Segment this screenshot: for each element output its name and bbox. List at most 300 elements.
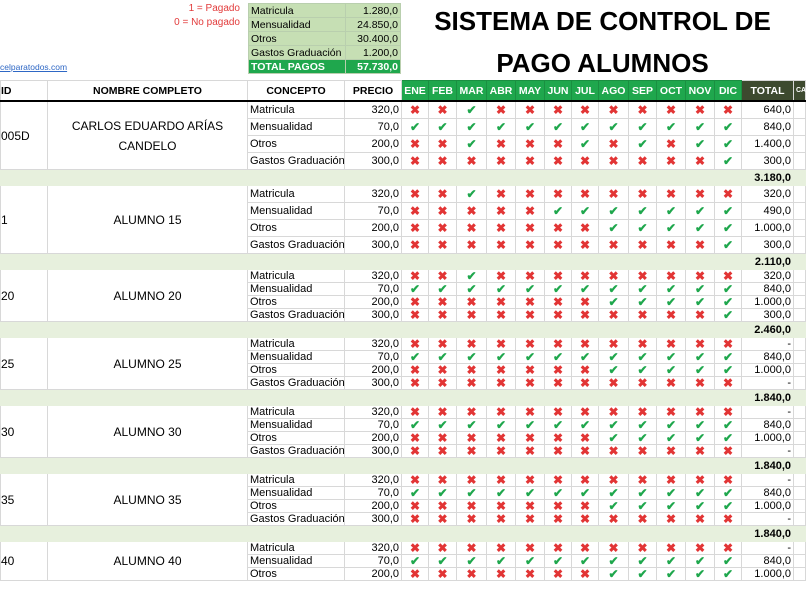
unpaid-x-icon[interactable]: ✖ bbox=[516, 309, 545, 322]
extra-cell[interactable] bbox=[794, 136, 806, 153]
paid-check-icon[interactable]: ✔ bbox=[599, 419, 629, 432]
paid-check-icon[interactable]: ✔ bbox=[629, 351, 657, 364]
unpaid-x-icon[interactable]: ✖ bbox=[715, 406, 742, 419]
price-cell[interactable]: 70,0 bbox=[345, 487, 402, 500]
unpaid-x-icon[interactable]: ✖ bbox=[545, 186, 572, 203]
unpaid-x-icon[interactable]: ✖ bbox=[545, 153, 572, 170]
unpaid-x-icon[interactable]: ✖ bbox=[516, 364, 545, 377]
paid-check-icon[interactable]: ✔ bbox=[516, 555, 545, 568]
unpaid-x-icon[interactable]: ✖ bbox=[572, 513, 599, 526]
unpaid-x-icon[interactable]: ✖ bbox=[545, 432, 572, 445]
unpaid-x-icon[interactable]: ✖ bbox=[429, 203, 457, 220]
unpaid-x-icon[interactable]: ✖ bbox=[629, 513, 657, 526]
paid-check-icon[interactable]: ✔ bbox=[429, 487, 457, 500]
price-cell[interactable]: 320,0 bbox=[345, 406, 402, 419]
paid-check-icon[interactable]: ✔ bbox=[572, 136, 599, 153]
unpaid-x-icon[interactable]: ✖ bbox=[545, 220, 572, 237]
unpaid-x-icon[interactable]: ✖ bbox=[457, 220, 487, 237]
unpaid-x-icon[interactable]: ✖ bbox=[572, 500, 599, 513]
header-price[interactable]: PRECIO bbox=[345, 81, 402, 102]
unpaid-x-icon[interactable]: ✖ bbox=[657, 270, 686, 283]
unpaid-x-icon[interactable]: ✖ bbox=[402, 101, 429, 119]
extra-cell[interactable] bbox=[794, 237, 806, 254]
unpaid-x-icon[interactable]: ✖ bbox=[545, 364, 572, 377]
unpaid-x-icon[interactable]: ✖ bbox=[457, 445, 487, 458]
concept-cell[interactable]: Otros bbox=[248, 136, 345, 153]
unpaid-x-icon[interactable]: ✖ bbox=[686, 153, 715, 170]
extra-cell[interactable] bbox=[794, 203, 806, 220]
unpaid-x-icon[interactable]: ✖ bbox=[402, 542, 429, 555]
unpaid-x-icon[interactable]: ✖ bbox=[599, 406, 629, 419]
row-total[interactable]: 1.000,0 bbox=[742, 296, 794, 309]
paid-check-icon[interactable]: ✔ bbox=[599, 500, 629, 513]
concept-cell[interactable]: Matricula bbox=[248, 406, 345, 419]
paid-check-icon[interactable]: ✔ bbox=[599, 283, 629, 296]
row-total[interactable]: - bbox=[742, 377, 794, 390]
unpaid-x-icon[interactable]: ✖ bbox=[487, 101, 516, 119]
student-subtotal[interactable]: 2.110,0 bbox=[742, 254, 794, 270]
paid-check-icon[interactable]: ✔ bbox=[715, 309, 742, 322]
price-cell[interactable]: 70,0 bbox=[345, 351, 402, 364]
paid-check-icon[interactable]: ✔ bbox=[516, 283, 545, 296]
unpaid-x-icon[interactable]: ✖ bbox=[572, 296, 599, 309]
paid-check-icon[interactable]: ✔ bbox=[657, 364, 686, 377]
unpaid-x-icon[interactable]: ✖ bbox=[457, 406, 487, 419]
unpaid-x-icon[interactable]: ✖ bbox=[715, 186, 742, 203]
price-cell[interactable]: 200,0 bbox=[345, 364, 402, 377]
paid-check-icon[interactable]: ✔ bbox=[457, 419, 487, 432]
concept-cell[interactable]: Matricula bbox=[248, 186, 345, 203]
unpaid-x-icon[interactable]: ✖ bbox=[487, 377, 516, 390]
extra-cell[interactable] bbox=[794, 220, 806, 237]
paid-check-icon[interactable]: ✔ bbox=[629, 500, 657, 513]
unpaid-x-icon[interactable]: ✖ bbox=[457, 203, 487, 220]
paid-check-icon[interactable]: ✔ bbox=[715, 351, 742, 364]
unpaid-x-icon[interactable]: ✖ bbox=[429, 270, 457, 283]
unpaid-x-icon[interactable]: ✖ bbox=[657, 153, 686, 170]
paid-check-icon[interactable]: ✔ bbox=[686, 351, 715, 364]
unpaid-x-icon[interactable]: ✖ bbox=[545, 296, 572, 309]
unpaid-x-icon[interactable]: ✖ bbox=[686, 186, 715, 203]
unpaid-x-icon[interactable]: ✖ bbox=[572, 474, 599, 487]
student-name[interactable]: CARLOS EDUARDO ARÍAS CANDELO bbox=[48, 101, 248, 170]
paid-check-icon[interactable]: ✔ bbox=[402, 351, 429, 364]
unpaid-x-icon[interactable]: ✖ bbox=[599, 270, 629, 283]
row-total[interactable]: - bbox=[742, 338, 794, 351]
summary-value[interactable]: 1.280,0 bbox=[346, 4, 401, 18]
unpaid-x-icon[interactable]: ✖ bbox=[487, 296, 516, 309]
unpaid-x-icon[interactable]: ✖ bbox=[402, 296, 429, 309]
unpaid-x-icon[interactable]: ✖ bbox=[599, 136, 629, 153]
paid-check-icon[interactable]: ✔ bbox=[599, 351, 629, 364]
student-name[interactable]: ALUMNO 40 bbox=[48, 542, 248, 581]
row-total[interactable]: 840,0 bbox=[742, 555, 794, 568]
unpaid-x-icon[interactable]: ✖ bbox=[487, 445, 516, 458]
unpaid-x-icon[interactable]: ✖ bbox=[686, 377, 715, 390]
row-total[interactable]: 1.000,0 bbox=[742, 364, 794, 377]
paid-check-icon[interactable]: ✔ bbox=[545, 203, 572, 220]
unpaid-x-icon[interactable]: ✖ bbox=[599, 101, 629, 119]
paid-check-icon[interactable]: ✔ bbox=[599, 568, 629, 581]
row-total[interactable]: 840,0 bbox=[742, 419, 794, 432]
unpaid-x-icon[interactable]: ✖ bbox=[629, 377, 657, 390]
price-cell[interactable]: 300,0 bbox=[345, 513, 402, 526]
concept-cell[interactable]: Mensualidad bbox=[248, 203, 345, 220]
paid-check-icon[interactable]: ✔ bbox=[599, 220, 629, 237]
row-total[interactable]: - bbox=[742, 474, 794, 487]
extra-cell[interactable] bbox=[794, 406, 806, 419]
paid-check-icon[interactable]: ✔ bbox=[657, 419, 686, 432]
paid-check-icon[interactable]: ✔ bbox=[686, 136, 715, 153]
unpaid-x-icon[interactable]: ✖ bbox=[402, 136, 429, 153]
student-name[interactable]: ALUMNO 30 bbox=[48, 406, 248, 458]
paid-check-icon[interactable]: ✔ bbox=[657, 500, 686, 513]
unpaid-x-icon[interactable]: ✖ bbox=[457, 513, 487, 526]
paid-check-icon[interactable]: ✔ bbox=[487, 555, 516, 568]
unpaid-x-icon[interactable]: ✖ bbox=[657, 136, 686, 153]
unpaid-x-icon[interactable]: ✖ bbox=[487, 364, 516, 377]
unpaid-x-icon[interactable]: ✖ bbox=[487, 153, 516, 170]
unpaid-x-icon[interactable]: ✖ bbox=[457, 568, 487, 581]
unpaid-x-icon[interactable]: ✖ bbox=[599, 237, 629, 254]
unpaid-x-icon[interactable]: ✖ bbox=[516, 296, 545, 309]
row-total[interactable]: 1.000,0 bbox=[742, 500, 794, 513]
unpaid-x-icon[interactable]: ✖ bbox=[572, 364, 599, 377]
unpaid-x-icon[interactable]: ✖ bbox=[402, 186, 429, 203]
extra-cell[interactable] bbox=[794, 445, 806, 458]
price-cell[interactable]: 320,0 bbox=[345, 338, 402, 351]
unpaid-x-icon[interactable]: ✖ bbox=[487, 203, 516, 220]
unpaid-x-icon[interactable]: ✖ bbox=[657, 309, 686, 322]
unpaid-x-icon[interactable]: ✖ bbox=[629, 237, 657, 254]
paid-check-icon[interactable]: ✔ bbox=[686, 296, 715, 309]
row-total[interactable]: 840,0 bbox=[742, 487, 794, 500]
paid-check-icon[interactable]: ✔ bbox=[715, 237, 742, 254]
paid-check-icon[interactable]: ✔ bbox=[629, 203, 657, 220]
paid-check-icon[interactable]: ✔ bbox=[715, 119, 742, 136]
student-id[interactable]: 25 bbox=[1, 338, 48, 390]
header-month-jul[interactable]: JUL bbox=[572, 81, 599, 102]
unpaid-x-icon[interactable]: ✖ bbox=[599, 474, 629, 487]
unpaid-x-icon[interactable]: ✖ bbox=[429, 406, 457, 419]
paid-check-icon[interactable]: ✔ bbox=[429, 419, 457, 432]
paid-check-icon[interactable]: ✔ bbox=[686, 364, 715, 377]
concept-cell[interactable]: Otros bbox=[248, 432, 345, 445]
unpaid-x-icon[interactable]: ✖ bbox=[629, 309, 657, 322]
concept-cell[interactable]: Mensualidad bbox=[248, 555, 345, 568]
paid-check-icon[interactable]: ✔ bbox=[457, 270, 487, 283]
unpaid-x-icon[interactable]: ✖ bbox=[657, 237, 686, 254]
unpaid-x-icon[interactable]: ✖ bbox=[402, 203, 429, 220]
extra-cell[interactable] bbox=[794, 364, 806, 377]
header-month-sep[interactable]: SEP bbox=[629, 81, 657, 102]
unpaid-x-icon[interactable]: ✖ bbox=[599, 153, 629, 170]
unpaid-x-icon[interactable]: ✖ bbox=[686, 474, 715, 487]
unpaid-x-icon[interactable]: ✖ bbox=[545, 270, 572, 283]
concept-cell[interactable]: Otros bbox=[248, 296, 345, 309]
student-subtotal[interactable]: 1.840,0 bbox=[742, 390, 794, 406]
unpaid-x-icon[interactable]: ✖ bbox=[429, 542, 457, 555]
row-total[interactable]: 840,0 bbox=[742, 351, 794, 364]
unpaid-x-icon[interactable]: ✖ bbox=[657, 101, 686, 119]
unpaid-x-icon[interactable]: ✖ bbox=[516, 136, 545, 153]
paid-check-icon[interactable]: ✔ bbox=[715, 487, 742, 500]
price-cell[interactable]: 300,0 bbox=[345, 153, 402, 170]
unpaid-x-icon[interactable]: ✖ bbox=[545, 513, 572, 526]
unpaid-x-icon[interactable]: ✖ bbox=[545, 568, 572, 581]
unpaid-x-icon[interactable]: ✖ bbox=[572, 406, 599, 419]
header-concept[interactable]: CONCEPTO bbox=[248, 81, 345, 102]
unpaid-x-icon[interactable]: ✖ bbox=[457, 296, 487, 309]
paid-check-icon[interactable]: ✔ bbox=[457, 136, 487, 153]
unpaid-x-icon[interactable]: ✖ bbox=[572, 270, 599, 283]
paid-check-icon[interactable]: ✔ bbox=[572, 487, 599, 500]
paid-check-icon[interactable]: ✔ bbox=[429, 283, 457, 296]
unpaid-x-icon[interactable]: ✖ bbox=[545, 445, 572, 458]
paid-check-icon[interactable]: ✔ bbox=[457, 119, 487, 136]
unpaid-x-icon[interactable]: ✖ bbox=[657, 474, 686, 487]
concept-cell[interactable]: Gastos Graduación bbox=[248, 309, 345, 322]
paid-check-icon[interactable]: ✔ bbox=[657, 203, 686, 220]
paid-check-icon[interactable]: ✔ bbox=[545, 419, 572, 432]
paid-check-icon[interactable]: ✔ bbox=[629, 283, 657, 296]
paid-check-icon[interactable]: ✔ bbox=[545, 351, 572, 364]
unpaid-x-icon[interactable]: ✖ bbox=[516, 513, 545, 526]
concept-cell[interactable]: Mensualidad bbox=[248, 419, 345, 432]
paid-check-icon[interactable]: ✔ bbox=[657, 283, 686, 296]
unpaid-x-icon[interactable]: ✖ bbox=[599, 186, 629, 203]
summary-value[interactable]: 1.200,0 bbox=[346, 46, 401, 60]
unpaid-x-icon[interactable]: ✖ bbox=[402, 568, 429, 581]
paid-check-icon[interactable]: ✔ bbox=[629, 432, 657, 445]
unpaid-x-icon[interactable]: ✖ bbox=[516, 445, 545, 458]
unpaid-x-icon[interactable]: ✖ bbox=[572, 377, 599, 390]
unpaid-x-icon[interactable]: ✖ bbox=[657, 542, 686, 555]
unpaid-x-icon[interactable]: ✖ bbox=[516, 101, 545, 119]
summary-label[interactable]: Matricula bbox=[249, 4, 346, 18]
paid-check-icon[interactable]: ✔ bbox=[686, 555, 715, 568]
unpaid-x-icon[interactable]: ✖ bbox=[402, 364, 429, 377]
unpaid-x-icon[interactable]: ✖ bbox=[629, 542, 657, 555]
row-total[interactable]: 1.000,0 bbox=[742, 568, 794, 581]
header-month-dic[interactable]: DIC bbox=[715, 81, 742, 102]
paid-check-icon[interactable]: ✔ bbox=[572, 419, 599, 432]
extra-cell[interactable] bbox=[794, 474, 806, 487]
paid-check-icon[interactable]: ✔ bbox=[715, 500, 742, 513]
paid-check-icon[interactable]: ✔ bbox=[686, 220, 715, 237]
unpaid-x-icon[interactable]: ✖ bbox=[657, 406, 686, 419]
paid-check-icon[interactable]: ✔ bbox=[657, 119, 686, 136]
unpaid-x-icon[interactable]: ✖ bbox=[545, 237, 572, 254]
row-total[interactable]: - bbox=[742, 406, 794, 419]
unpaid-x-icon[interactable]: ✖ bbox=[686, 445, 715, 458]
concept-cell[interactable]: Gastos Graduación bbox=[248, 377, 345, 390]
unpaid-x-icon[interactable]: ✖ bbox=[457, 338, 487, 351]
paid-check-icon[interactable]: ✔ bbox=[545, 487, 572, 500]
unpaid-x-icon[interactable]: ✖ bbox=[715, 542, 742, 555]
header-month-may[interactable]: MAY bbox=[516, 81, 545, 102]
unpaid-x-icon[interactable]: ✖ bbox=[657, 186, 686, 203]
unpaid-x-icon[interactable]: ✖ bbox=[402, 500, 429, 513]
unpaid-x-icon[interactable]: ✖ bbox=[572, 542, 599, 555]
unpaid-x-icon[interactable]: ✖ bbox=[629, 474, 657, 487]
unpaid-x-icon[interactable]: ✖ bbox=[429, 445, 457, 458]
unpaid-x-icon[interactable]: ✖ bbox=[402, 513, 429, 526]
concept-cell[interactable]: Gastos Graduación bbox=[248, 153, 345, 170]
paid-check-icon[interactable]: ✔ bbox=[715, 203, 742, 220]
unpaid-x-icon[interactable]: ✖ bbox=[487, 500, 516, 513]
price-cell[interactable]: 70,0 bbox=[345, 203, 402, 220]
paid-check-icon[interactable]: ✔ bbox=[429, 119, 457, 136]
unpaid-x-icon[interactable]: ✖ bbox=[686, 513, 715, 526]
unpaid-x-icon[interactable]: ✖ bbox=[402, 445, 429, 458]
unpaid-x-icon[interactable]: ✖ bbox=[657, 513, 686, 526]
student-id[interactable]: 1 bbox=[1, 186, 48, 254]
unpaid-x-icon[interactable]: ✖ bbox=[457, 500, 487, 513]
concept-cell[interactable]: Mensualidad bbox=[248, 351, 345, 364]
unpaid-x-icon[interactable]: ✖ bbox=[487, 474, 516, 487]
row-total[interactable]: - bbox=[742, 445, 794, 458]
unpaid-x-icon[interactable]: ✖ bbox=[429, 309, 457, 322]
price-cell[interactable]: 320,0 bbox=[345, 186, 402, 203]
extra-cell[interactable] bbox=[794, 186, 806, 203]
unpaid-x-icon[interactable]: ✖ bbox=[629, 270, 657, 283]
concept-cell[interactable]: Matricula bbox=[248, 542, 345, 555]
extra-cell[interactable] bbox=[794, 119, 806, 136]
unpaid-x-icon[interactable]: ✖ bbox=[599, 513, 629, 526]
unpaid-x-icon[interactable]: ✖ bbox=[599, 445, 629, 458]
paid-check-icon[interactable]: ✔ bbox=[715, 555, 742, 568]
unpaid-x-icon[interactable]: ✖ bbox=[572, 237, 599, 254]
row-total[interactable]: 300,0 bbox=[742, 309, 794, 322]
header-extra[interactable]: CA bbox=[794, 81, 806, 102]
unpaid-x-icon[interactable]: ✖ bbox=[657, 338, 686, 351]
extra-cell[interactable] bbox=[794, 555, 806, 568]
paid-check-icon[interactable]: ✔ bbox=[657, 220, 686, 237]
paid-check-icon[interactable]: ✔ bbox=[629, 555, 657, 568]
extra-cell[interactable] bbox=[794, 513, 806, 526]
concept-cell[interactable]: Otros bbox=[248, 500, 345, 513]
price-cell[interactable]: 70,0 bbox=[345, 119, 402, 136]
unpaid-x-icon[interactable]: ✖ bbox=[487, 513, 516, 526]
student-id[interactable]: 20 bbox=[1, 270, 48, 322]
extra-cell[interactable] bbox=[794, 432, 806, 445]
paid-check-icon[interactable]: ✔ bbox=[487, 283, 516, 296]
unpaid-x-icon[interactable]: ✖ bbox=[457, 542, 487, 555]
price-cell[interactable]: 320,0 bbox=[345, 542, 402, 555]
paid-check-icon[interactable]: ✔ bbox=[599, 296, 629, 309]
extra-cell[interactable] bbox=[794, 309, 806, 322]
extra-cell[interactable] bbox=[794, 500, 806, 513]
unpaid-x-icon[interactable]: ✖ bbox=[572, 568, 599, 581]
unpaid-x-icon[interactable]: ✖ bbox=[429, 237, 457, 254]
unpaid-x-icon[interactable]: ✖ bbox=[402, 474, 429, 487]
unpaid-x-icon[interactable]: ✖ bbox=[715, 101, 742, 119]
price-cell[interactable]: 200,0 bbox=[345, 136, 402, 153]
student-subtotal[interactable]: 1.840,0 bbox=[742, 458, 794, 474]
price-cell[interactable]: 320,0 bbox=[345, 474, 402, 487]
unpaid-x-icon[interactable]: ✖ bbox=[545, 406, 572, 419]
unpaid-x-icon[interactable]: ✖ bbox=[686, 309, 715, 322]
paid-check-icon[interactable]: ✔ bbox=[545, 119, 572, 136]
row-total[interactable]: 840,0 bbox=[742, 283, 794, 296]
unpaid-x-icon[interactable]: ✖ bbox=[429, 474, 457, 487]
unpaid-x-icon[interactable]: ✖ bbox=[599, 542, 629, 555]
unpaid-x-icon[interactable]: ✖ bbox=[457, 153, 487, 170]
concept-cell[interactable]: Matricula bbox=[248, 474, 345, 487]
concept-cell[interactable]: Gastos Graduación bbox=[248, 513, 345, 526]
paid-check-icon[interactable]: ✔ bbox=[657, 432, 686, 445]
paid-check-icon[interactable]: ✔ bbox=[516, 419, 545, 432]
unpaid-x-icon[interactable]: ✖ bbox=[715, 513, 742, 526]
unpaid-x-icon[interactable]: ✖ bbox=[516, 153, 545, 170]
unpaid-x-icon[interactable]: ✖ bbox=[629, 338, 657, 351]
unpaid-x-icon[interactable]: ✖ bbox=[429, 364, 457, 377]
paid-check-icon[interactable]: ✔ bbox=[657, 555, 686, 568]
unpaid-x-icon[interactable]: ✖ bbox=[686, 406, 715, 419]
unpaid-x-icon[interactable]: ✖ bbox=[516, 432, 545, 445]
unpaid-x-icon[interactable]: ✖ bbox=[457, 474, 487, 487]
row-total[interactable]: 640,0 bbox=[742, 101, 794, 119]
student-id[interactable]: 005D bbox=[1, 101, 48, 170]
unpaid-x-icon[interactable]: ✖ bbox=[545, 136, 572, 153]
row-total[interactable]: 840,0 bbox=[742, 119, 794, 136]
paid-check-icon[interactable]: ✔ bbox=[545, 555, 572, 568]
concept-cell[interactable]: Gastos Graduación bbox=[248, 445, 345, 458]
unpaid-x-icon[interactable]: ✖ bbox=[516, 568, 545, 581]
paid-check-icon[interactable]: ✔ bbox=[715, 432, 742, 445]
paid-check-icon[interactable]: ✔ bbox=[715, 220, 742, 237]
extra-cell[interactable] bbox=[794, 487, 806, 500]
student-id[interactable]: 35 bbox=[1, 474, 48, 526]
unpaid-x-icon[interactable]: ✖ bbox=[545, 101, 572, 119]
unpaid-x-icon[interactable]: ✖ bbox=[715, 377, 742, 390]
price-cell[interactable]: 70,0 bbox=[345, 555, 402, 568]
price-cell[interactable]: 300,0 bbox=[345, 377, 402, 390]
extra-cell[interactable] bbox=[794, 377, 806, 390]
paid-check-icon[interactable]: ✔ bbox=[657, 487, 686, 500]
row-total[interactable]: 300,0 bbox=[742, 237, 794, 254]
extra-cell[interactable] bbox=[794, 283, 806, 296]
unpaid-x-icon[interactable]: ✖ bbox=[545, 309, 572, 322]
price-cell[interactable]: 200,0 bbox=[345, 500, 402, 513]
paid-check-icon[interactable]: ✔ bbox=[572, 351, 599, 364]
unpaid-x-icon[interactable]: ✖ bbox=[429, 568, 457, 581]
summary-label[interactable]: Mensualidad bbox=[249, 18, 346, 32]
row-total[interactable]: 300,0 bbox=[742, 153, 794, 170]
unpaid-x-icon[interactable]: ✖ bbox=[657, 377, 686, 390]
unpaid-x-icon[interactable]: ✖ bbox=[715, 445, 742, 458]
paid-check-icon[interactable]: ✔ bbox=[402, 419, 429, 432]
unpaid-x-icon[interactable]: ✖ bbox=[686, 338, 715, 351]
unpaid-x-icon[interactable]: ✖ bbox=[572, 338, 599, 351]
unpaid-x-icon[interactable]: ✖ bbox=[429, 513, 457, 526]
unpaid-x-icon[interactable]: ✖ bbox=[487, 432, 516, 445]
unpaid-x-icon[interactable]: ✖ bbox=[457, 309, 487, 322]
price-cell[interactable]: 300,0 bbox=[345, 309, 402, 322]
unpaid-x-icon[interactable]: ✖ bbox=[429, 136, 457, 153]
paid-check-icon[interactable]: ✔ bbox=[715, 283, 742, 296]
price-cell[interactable]: 200,0 bbox=[345, 296, 402, 309]
paid-check-icon[interactable]: ✔ bbox=[402, 119, 429, 136]
unpaid-x-icon[interactable]: ✖ bbox=[629, 406, 657, 419]
paid-check-icon[interactable]: ✔ bbox=[516, 119, 545, 136]
paid-check-icon[interactable]: ✔ bbox=[686, 119, 715, 136]
unpaid-x-icon[interactable]: ✖ bbox=[686, 101, 715, 119]
unpaid-x-icon[interactable]: ✖ bbox=[572, 445, 599, 458]
unpaid-x-icon[interactable]: ✖ bbox=[516, 237, 545, 254]
summary-label[interactable]: TOTAL PAGOS bbox=[249, 60, 346, 74]
